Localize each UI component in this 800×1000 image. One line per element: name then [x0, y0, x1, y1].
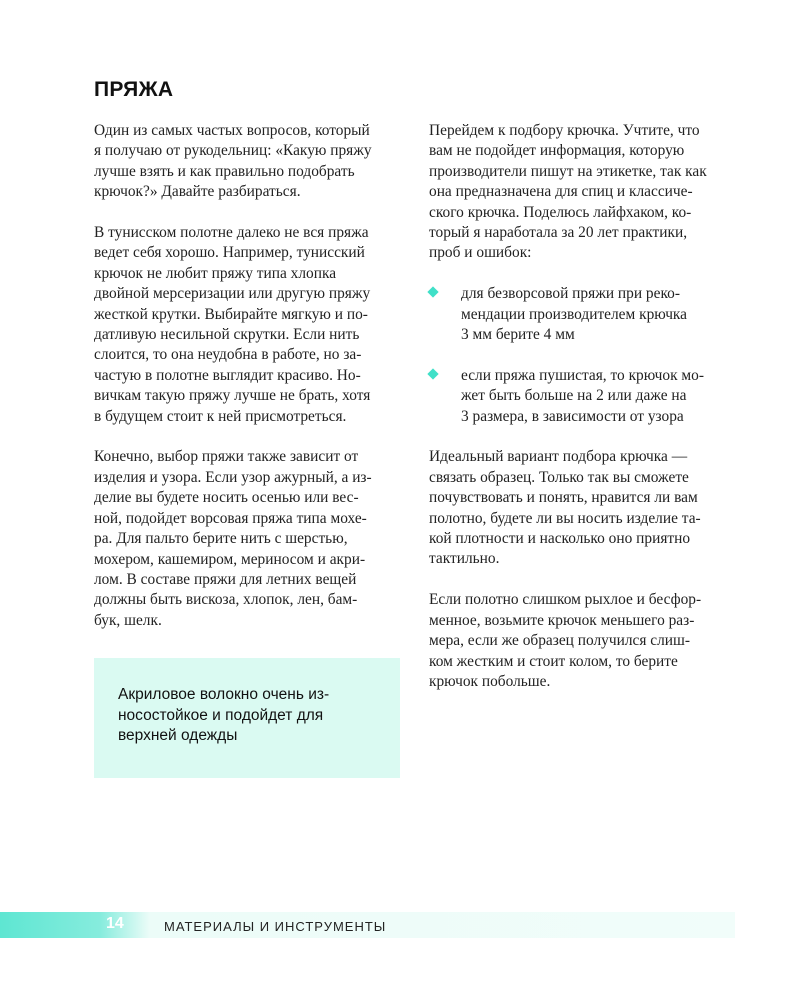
- text-line: ра. Для пальто берите нить с шерстью,: [94, 530, 348, 548]
- callout-line: верхней одежды: [118, 727, 238, 744]
- text-line: Если полотно слишком рыхлое и бесфор-: [429, 591, 702, 609]
- text-line: 3 размера, в зависимости от узора: [461, 407, 684, 425]
- text-line: ведет себя хорошо. Например, тунисский: [94, 244, 365, 262]
- text-line: слоится, то она неудобна в работе, но за-: [94, 346, 362, 364]
- text-line: крючок побольше.: [429, 672, 551, 690]
- text-line: торый я наработала за 20 лет практики,: [429, 224, 688, 242]
- text-line: жесткой крутки. Выбирайте мягкую и по-: [94, 305, 368, 323]
- section-title: МАТЕРИАЛЫ И ИНСТРУМЕНТЫ: [164, 919, 387, 934]
- text-line: ского крючка. Поделюсь лайфхаком, ко-: [429, 203, 692, 221]
- text-line: почувствовать и понять, нравится ли вам: [429, 489, 698, 507]
- text-line: лом. В составе пряжи для летних вещей: [94, 570, 357, 588]
- text-line: двойной мерсеризации или другую пряжу: [94, 285, 371, 303]
- paragraph-hook-intro: [429, 121, 739, 264]
- right-column: [429, 121, 739, 713]
- diamond-bullet-icon: [427, 368, 438, 379]
- paragraph-tunisian: [94, 223, 404, 427]
- text-line: бук, шелк.: [94, 611, 162, 629]
- text-line: датливую несильной скрутки. Если нить: [94, 326, 360, 344]
- text-line: тактильно.: [429, 550, 500, 568]
- text-line: изделия и узора. Если узор ажурный, а из-: [94, 468, 372, 486]
- paragraph-sample: [429, 447, 739, 569]
- text-line: для безворсовой пряжи при реко-: [461, 285, 680, 303]
- tips-list: [429, 284, 739, 427]
- callout-line: Акриловое волокно очень из-: [118, 686, 330, 703]
- text-line: лучше взять и как правильно подобрать: [94, 162, 355, 180]
- callout-box: [94, 658, 400, 778]
- text-line: Один из самых частых вопросов, который: [94, 122, 370, 139]
- text-line: мера, если же образец получился слиш-: [429, 632, 691, 650]
- text-line: мендации производителем крючка: [461, 305, 688, 323]
- text-line: частую в полотне выглядит красиво. Но-: [94, 366, 361, 384]
- text-line: делие вы будете носить осенью или вес-: [94, 489, 359, 507]
- left-column: [94, 121, 404, 652]
- text-line: я получаю от рукодельниц: «Какую пряжу: [94, 142, 372, 160]
- text-line: полотно, будете ли вы носить изделие та-: [429, 509, 701, 527]
- text-line: производители пишут на этикетке, так как: [429, 162, 707, 180]
- text-line: проб и ошибок:: [429, 244, 532, 262]
- text-line: кой плотности и насколько оно приятно: [429, 530, 691, 548]
- text-line: ной, подойдет ворсовая пряжа типа мохе-: [94, 509, 367, 527]
- text-line: 3 мм берите 4 мм: [461, 326, 575, 344]
- text-line: мохером, кашемиром, мериносом и акри-: [94, 550, 366, 568]
- text-line: менное, возьмите крючок меньшего раз-: [429, 611, 695, 629]
- text-line: связать образец. Только так вы сможете: [429, 468, 689, 486]
- text-line: крючок?» Давайте разбираться.: [94, 183, 301, 201]
- text-line: жет быть больше на 2 или даже на: [461, 387, 687, 405]
- text-line: В тунисском полотне далеко не вся пряжа: [94, 224, 369, 242]
- text-line: крючок не любит пряжу типа хлопка: [94, 264, 337, 282]
- text-line: Идеальный вариант подбора крючка —: [429, 448, 688, 466]
- text-line: Перейдем к подбору крючка. Учтите, что: [429, 122, 700, 139]
- page-heading: ПРЯЖА: [94, 78, 174, 101]
- diamond-bullet-icon: [427, 287, 438, 298]
- callout-line: носостойкое и подойдет для: [118, 706, 324, 724]
- callout-text: [118, 685, 388, 747]
- text-line: в будущем стоит к ней присмотреться.: [94, 407, 347, 425]
- paragraph-adjust: [429, 590, 739, 692]
- paragraph-yarn-choice: [94, 447, 404, 631]
- text-line: ком жестким и стоит колом, то берите: [429, 652, 678, 670]
- text-line: если пряжа пушистая, то крючок мо-: [461, 366, 704, 384]
- page-number: 14: [106, 915, 124, 932]
- text-line: вичкам такую пряжу лучше не брать, хотя: [94, 387, 371, 405]
- text-line: вам не подойдет информация, которую: [429, 142, 685, 160]
- list-item: [429, 284, 739, 345]
- list-item: [429, 366, 739, 427]
- paragraph-intro: [94, 121, 404, 203]
- text-line: Конечно, выбор пряжи также зависит от: [94, 448, 359, 466]
- text-line: она предназначена для спиц и классиче-: [429, 183, 693, 201]
- text-line: должны быть вискоза, хлопок, лен, бам-: [94, 591, 358, 609]
